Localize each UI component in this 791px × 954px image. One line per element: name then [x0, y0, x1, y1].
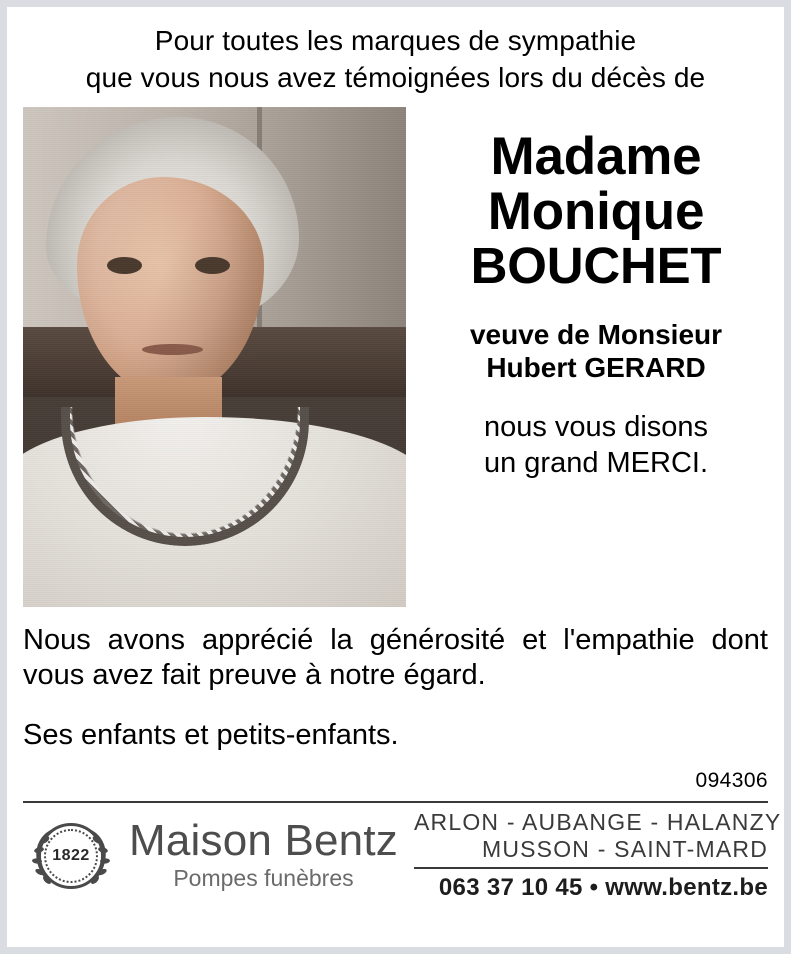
- paragraph-signature: Ses enfants et petits-enfants.: [23, 718, 399, 751]
- brand-block: [129, 816, 404, 892]
- thanks-line-1: nous vous disons: [483, 411, 709, 444]
- laurel-crest-icon: [23, 818, 119, 894]
- funeral-home-footer: [23, 801, 782, 902]
- paragraph-appreciation: Nous avons apprécié la générosité et l'empathie dont vous avez fait preuve à notre égard.: [23, 623, 768, 692]
- portrait-photo: [23, 107, 406, 607]
- name-column: [424, 107, 768, 481]
- contact-block: [413, 809, 782, 902]
- spouse-line-2: Hubert GERARD: [486, 352, 706, 384]
- name-line-2: Monique: [487, 182, 705, 242]
- spouse-line-1: veuve de Monsieur: [469, 319, 723, 351]
- intro-line-1: Pour toutes les marques de sympathie: [154, 25, 637, 56]
- photo-grain-overlay: [23, 107, 406, 607]
- reference-number: 094306: [695, 769, 768, 793]
- crest-year: 1822: [52, 846, 90, 864]
- intro-text: [23, 17, 768, 107]
- deceased-name: [424, 126, 768, 295]
- towns-line-2: MUSSON - SAINT-MARD: [481, 836, 768, 863]
- contact-divider: [414, 867, 768, 869]
- brand-name: Maison Bentz: [129, 816, 398, 866]
- spouse-relation: [424, 318, 768, 384]
- body-text: [23, 623, 768, 753]
- name-line-3: BOUCHET: [470, 237, 722, 295]
- portrait-and-name-block: [23, 107, 768, 607]
- phone-and-website[interactable]: 063 37 10 45 • www.bentz.be: [438, 874, 768, 902]
- thanks-message: [424, 410, 768, 481]
- towns-line-1: ARLON - AUBANGE - HALANZY: [413, 809, 782, 836]
- thanks-line-2: un grand MERCI.: [483, 446, 709, 479]
- name-line-1: Madame: [490, 126, 702, 186]
- intro-line-2: que vous nous avez témoignées lors du décès de: [85, 61, 706, 93]
- brand-subtitle: Pompes funèbres: [173, 865, 354, 892]
- notice-inner: [7, 7, 784, 947]
